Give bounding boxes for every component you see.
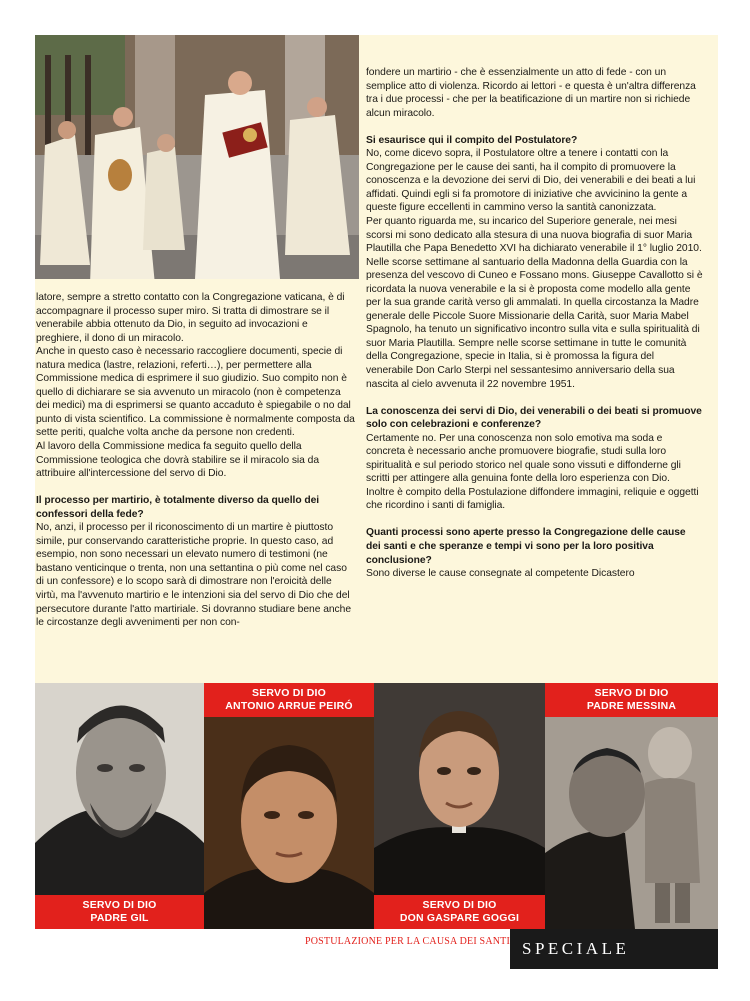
portrait-strip [35,683,718,929]
answer-postulator-task: No, come dicevo sopra, il Postulatore oltre a tenere i contatti con la Congregazione per le cause dei santi, ha il compito di promuovere la conoscenza e la devozione dei servi di Dio, dei venerabili e dei beati a lui affidati. Quindi egli si fa promotore di iniziative che avvicinino la gente a queste figure eccellenti in cammino verso la santità canonizzata. [366,148,696,214]
caption-padre-gil-line2: PADRE GIL [90,911,149,924]
question-knowledge: La conoscenza dei servi di Dio, dei venerabili o dei beati si promuove solo con celebrazioni e conferenze? [366,405,702,431]
caption-gaspare-goggi [374,895,545,929]
caption-antonio-arrue-line1: SERVO DI DIO [252,687,326,699]
procession-photo [35,35,359,279]
running-title: POSTULAZIONE PER LA CAUSA DEI SANTI [304,936,510,947]
caption-padre-messina [545,683,718,717]
caption-padre-messina-line2: PADRE MESSINA [586,699,677,712]
answer-postulator-task-2: Per quanto riguarda me, su incarico del Superiore generale, nei mesi scorsi mi sono dedicato alla stesura di una nuova biografia di suor Maria Plautilla che Papa Benedetto XVI ha dichiarato venerabile il 1° luglio 2010. Nelle scorse settimane al santuario della Madonna della Guardia con la presenza del vescovo di Cuneo e Fossano mons. Giuseppe Cavallotto si è ricordata la nuova venerabile e la si è proposta come modello alla gente per la sua grande carità verso gli ammalati. In quella circostanza la Madre generale delle Piccole Suore Missionarie della Carità, suor Maria Mabel Spagnolo, ha tenuto un significativo incontro sulla vita e sulla spiritualità di suor Maria Plautilla. Sempre nelle scorse settimane in tutte le comunità della Congregazione, specie in Italia, si è promossa la figura del venerabile Don Carlo Sterpi nel sessantesimo anniversario della sua nascita al cielo avvenuta il 22 novembre 1951. [366,215,703,390]
portrait-antonio-arrue [204,703,374,929]
right-intro-paragraph: fondere un martirio - che è essenzialmente un atto di fede - con un semplice atto di violenza. Ricordo ai lettori - e questa è un'altra differenza tra i due processi - che per la beatificazione di un martire non si richiede alcun miracolo. [366,67,696,119]
answer-knowledge-2: Inoltre è compito della Postulazione diffondere immagini, reliquie e oggetti che ricordino i santi di famiglia. [366,486,699,512]
question-processes: Quanti processi sono aperte presso la Congregazione delle cause dei santi e che speranze e tempi vi sono per la loro positiva conclusione? [366,527,686,566]
caption-padre-messina-line1: SERVO DI DIO [594,687,669,699]
caption-padre-gil [35,895,204,929]
caption-gaspare-goggi-line1: SERVO DI DIO [422,899,497,911]
portrait-gaspare-goggi [374,683,545,895]
left-paragraph-3: Al lavoro della Commissione medica fa seguito quello della Commissione teologica che dovrà stabilire se il miracolo sia da attribuire all'intercessione del servo di Dio. [36,441,320,480]
answer-martyrdom: No, anzi, il processo per il riconoscimento di un martire è piuttosto simile, pur conservando caratteristiche proprie. In questo caso, ad esempio, non sono necessari un elevato numero di testimoni (ne bastano venticinque o trenta, non una settantina o più come nel caso di un confessore) e lo scopo sarà di dimostrare non l'eroicità delle virtù, ma l'avvenuto martirio e le intenzioni sia del servo di Dio che del persecutore durante l'atto martiriale. Si dovranno studiare bene anche le circostanze degli avvenimenti per non con- [36,522,352,629]
left-paragraph-1: latore, sempre a stretto contatto con la Congregazione vaticana, è di accompagnare il processo super miro. Si tratta di dimostrare se il venerabile abbia ottenuto da Dio, in seguito ad invocazioni e preghiere, il dono di un miracolo. [36,292,345,344]
question-postulator-task: Si esaurisce qui il compito del Postulatore? [366,134,578,146]
procession-illustration [35,35,359,279]
answer-processes: Sono diverse le cause consegnate al competente Dicastero [366,568,635,580]
portrait-padre-messina [545,683,718,929]
left-paragraph-2: Anche in questo caso è necessario raccogliere documenti, specie di natura medica (lastre, relazioni, referti…), per permettere alla Commissione medica di esprimere il suo giudizio. Suo compito non è quello di dichiarare se sia avvenuto un miracolo (non è competenza dei medici) ma di esprimersi se quanto accaduto è spiegabile o no dal punto di vista scientifico. La commissione è normalmente composta da sette periti, qualche volta anche da persone non credenti. [36,346,355,439]
left-column [36,291,356,630]
right-column [366,66,703,581]
portrait-padre-gil [35,683,204,895]
caption-antonio-arrue-line2: ANTONIO ARRUE PEIRÓ [225,699,353,712]
section-tab: SPECIALE [510,929,718,969]
question-martyrdom: Il processo per martirio, è totalmente diverso da quello dei confessori della fede? [36,495,320,520]
caption-padre-gil-line1: SERVO DI DIO [82,899,157,911]
caption-antonio-arrue [204,683,374,717]
answer-knowledge: Certamente no. Per una conoscenza non solo emotiva ma soda e concreta è necessario anche promuovere biografie, studi sulla loro spiritualità e sul periodo storico nel quale sono vissuti e diffonderne gli scritti per attingere alla genuina fonte della loro esperienza con Dio. [366,432,681,485]
caption-gaspare-goggi-line2: DON GASPARE GOGGI [399,911,520,924]
